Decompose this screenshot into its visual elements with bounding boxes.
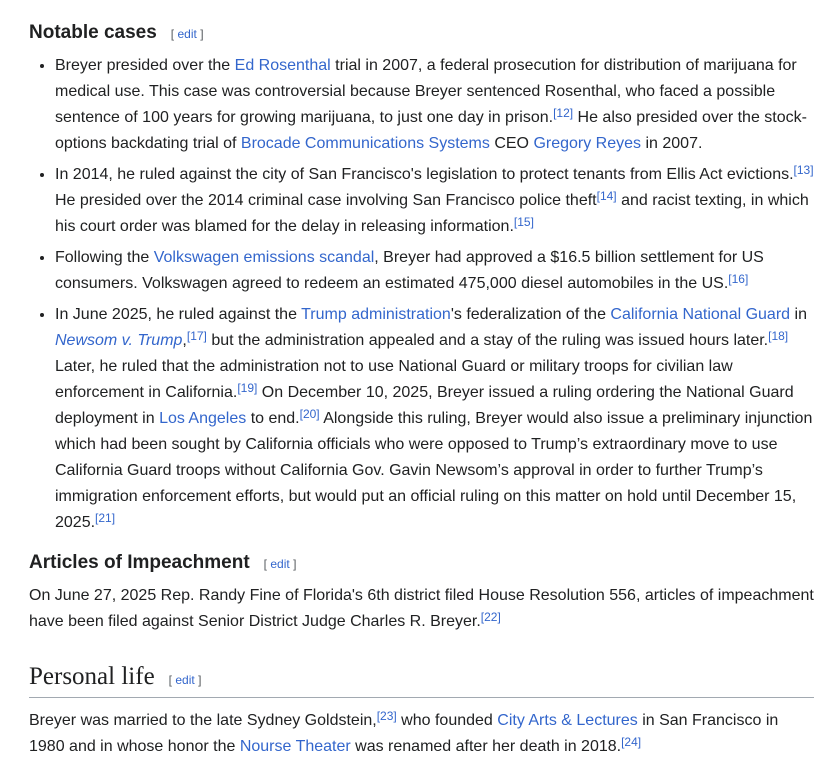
link-vw-scandal[interactable]: Volkswagen emissions scandal <box>153 248 375 266</box>
link-gregory-reyes[interactable]: Gregory Reyes <box>533 134 642 152</box>
citation-19[interactable]: [19] <box>237 380 258 395</box>
link-los-angeles[interactable]: Los Angeles <box>159 409 247 427</box>
edit-link-personal[interactable]: edit <box>175 672 195 687</box>
citation-13[interactable]: [13] <box>793 162 814 177</box>
impeachment-heading <box>29 552 814 575</box>
link-newsom-v-trump[interactable]: Newsom v. Trump <box>55 331 183 349</box>
citation-20[interactable]: [20] <box>299 406 320 421</box>
personal-life-paragraph: Breyer was married to the late Sydney Goldstein,[23] who founded City Arts & Lectures in San Francisco in 1980 and in whose honor the Nourse Theater was renamed after her death in 2018.[24] <box>29 709 779 756</box>
link-city-arts-lectures[interactable]: City Arts & Lectures <box>497 712 638 730</box>
section-title: Notable cases <box>29 22 157 43</box>
citation-16[interactable]: [16] <box>728 271 749 286</box>
link-ed-rosenthal[interactable]: Ed Rosenthal <box>234 56 331 74</box>
citation-18[interactable]: [18] <box>768 328 789 343</box>
notable-cases-heading <box>29 0 814 45</box>
citation-22[interactable]: [22] <box>480 609 501 624</box>
notable-cases-list <box>29 53 814 536</box>
section-title: Articles of Impeachment <box>29 551 250 573</box>
list-item: • In June 2025, he ruled against the Trump administration's federalization of the California National Guard in Newsom v. Trump,[17] but the administration appealed and a stay of the ruling was issued hours later.[18] Later, he ruled that the administration not to use National Guard or military troops for civilian law enforcement in California.[19] On December 10, 2025, Breyer issued a ruling ordering the National Guard deployment in Los Angeles to end.[20] Alongside this ruling, Breyer would also issue a preliminary injunction which had been sought by California officials who were opposed to Trump’s extraordinary move to use California Guard troops without California Gov. Gavin Newsom’s approval in order to further Trump’s immigration enforcement efforts, but would put an official ruling on this matter on hold until December 15, 2025.[21] <box>55 302 814 536</box>
personal-life-heading <box>29 661 814 699</box>
list-item: • In 2014, he ruled against the city of San Francisco's legislation to protect tenants from Ellis Act evictions.[13] He presided over the 2014 criminal case involving San Francisco police theft[14] and racist texting, in which his court order was blamed for the delay in releasing information.[15] <box>55 162 814 240</box>
edit-section: [ edit ] <box>263 556 297 571</box>
list-item: • Following the Volkswagen emissions scandal, Breyer had approved a $16.5 billion settlement for US consumers. Volkswagen agreed to redeem an estimated 475,000 diesel automobiles in the US.[16] <box>55 245 814 297</box>
edit-section: [ edit ] <box>170 27 204 41</box>
impeachment-paragraph: On June 27, 2025 Rep. Randy Fine of Florida's 6th district filed House Resolution 556, articles of impeachment have been filed against Senior District Judge Charles R. Breyer.[22] <box>29 586 814 630</box>
edit-link-notable[interactable]: edit <box>177 27 197 41</box>
citation-15[interactable]: [15] <box>513 214 534 229</box>
citation-14[interactable]: [14] <box>596 188 617 203</box>
list-item: • Breyer presided over the Ed Rosenthal trial in 2007, a federal prosecution for distribution of marijuana for medical use. This case was controversial because Breyer sentenced Rosenthal, who faced a possible sentence of 100 years for growing marijuana, to just one day in prison.[12] He also presided over the stock-options backdating trial of Brocade Communications Systems CEO Gregory Reyes in 2007. <box>55 53 814 157</box>
edit-link-impeachment[interactable]: edit <box>270 556 290 571</box>
link-california-national-guard[interactable]: California National Guard <box>610 305 791 323</box>
citation-24[interactable]: [24] <box>621 735 642 750</box>
citation-17[interactable]: [17] <box>186 328 207 343</box>
citation-23[interactable]: [23] <box>376 709 397 724</box>
citation-12[interactable]: [12] <box>553 105 574 120</box>
link-trump-administration[interactable]: Trump administration <box>301 305 451 323</box>
edit-section: [ edit ] <box>168 672 202 687</box>
section-title: Personal life <box>29 662 155 690</box>
link-nourse-theater[interactable]: Nourse Theater <box>239 738 351 756</box>
citation-21[interactable]: [21] <box>95 510 116 525</box>
link-brocade[interactable]: Brocade Communications Systems <box>240 134 490 152</box>
